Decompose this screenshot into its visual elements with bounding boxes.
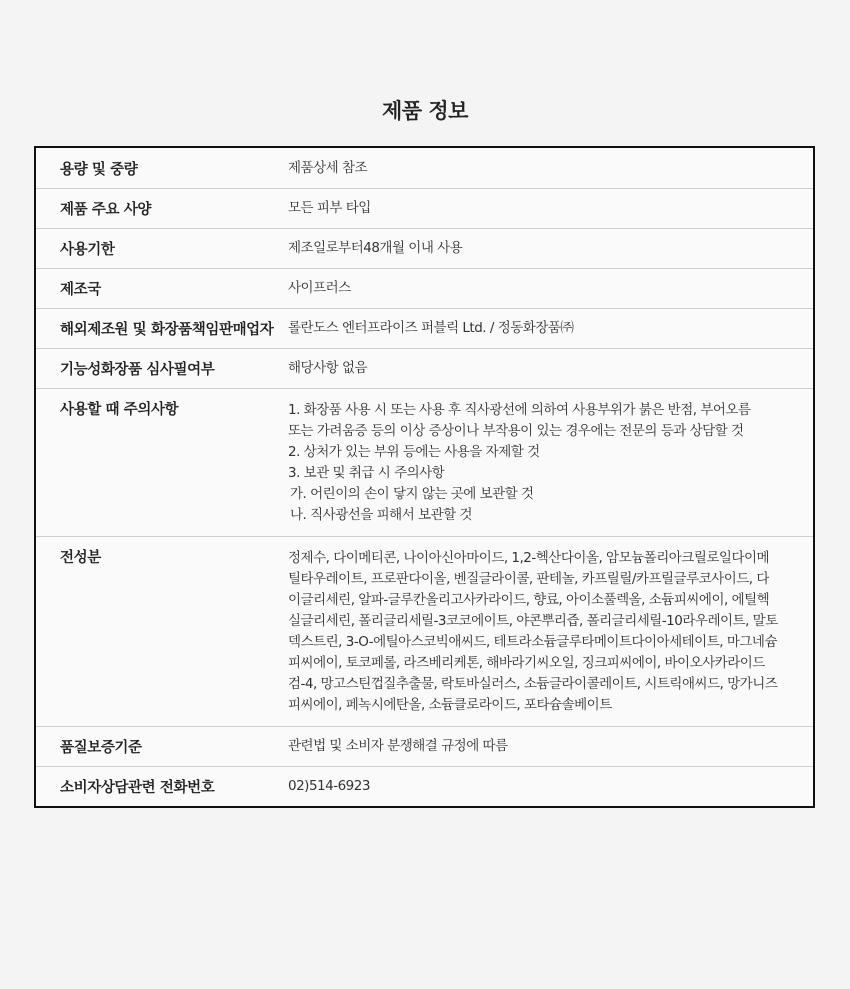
row-label: 사용기한 bbox=[60, 242, 115, 258]
row-value: 관련법 및 소비자 분쟁해결 규정에 따름 bbox=[288, 738, 508, 754]
page-title: 제품 정보 bbox=[382, 99, 468, 123]
caution-line: 2. 상처가 있는 부위 등에는 사용을 자제할 것 bbox=[288, 444, 540, 460]
row-label: 품질보증기준 bbox=[60, 740, 142, 756]
table-row-functional bbox=[36, 348, 813, 388]
caution-text bbox=[288, 389, 813, 536]
row-value: 모든 피부 타입 bbox=[288, 200, 371, 216]
row-label: 전성분 bbox=[60, 550, 101, 566]
row-value: 해당사항 없음 bbox=[288, 360, 368, 376]
table-row-spec bbox=[36, 188, 813, 228]
row-value: 사이프러스 bbox=[288, 280, 351, 296]
row-value: 롤란도스 엔터프라이즈 퍼블릭 Ltd. / 정동화장품㈜ bbox=[288, 320, 574, 336]
row-label: 용량 및 중량 bbox=[60, 161, 138, 178]
row-label: 소비자상담관련 전화번호 bbox=[60, 780, 215, 796]
row-label: 제품 주요 사양 bbox=[60, 202, 151, 218]
caution-line: 1. 화장품 사용 시 또는 사용 후 직사광선에 의하여 사용부위가 붉은 반점, 부어오름 bbox=[288, 402, 751, 418]
table-row-expiry bbox=[36, 228, 813, 268]
row-label: 해외제조원 및 화장품책임판매업자 bbox=[60, 322, 274, 338]
caution-line: 3. 보관 및 취급 시 주의사항 bbox=[288, 465, 445, 481]
table-row-volume bbox=[36, 148, 813, 188]
product-info-table bbox=[34, 146, 815, 808]
table-row-quality bbox=[36, 726, 813, 766]
caution-line: 나. 직사광선을 피해서 보관할 것 bbox=[290, 507, 472, 523]
row-label: 사용할 때 주의사항 bbox=[60, 402, 179, 418]
phone-number: 02)514-6923 bbox=[288, 778, 370, 794]
caution-line: 가. 어린이의 손이 닿지 않는 곳에 보관할 것 bbox=[290, 486, 534, 502]
table-row-caution bbox=[36, 388, 813, 536]
row-value: 제품상세 참조 bbox=[288, 159, 368, 176]
table-row-ingredients bbox=[36, 536, 813, 726]
table-row-phone bbox=[36, 766, 813, 806]
ingredients-text: 정제수, 다이메티콘, 나이아신아마이드, 1,2-헥산다이올, 암모늄폴리아크릴로일다이메틸타우레이트, 프로판다이올, 벤질글라이콜, 판테놀, 카프릴릴/카프릴글루코사이드, 다이글리세린, 알파-글루칸올리고사카라이드, 향료, 아이소풀렉올, 소듐피씨에이, 에틸헥실글리세린, 폴리글리세릴-3코코에이트, 야콘뿌리즙, 폴리글리세릴-10라우레이트, 말토덱스트린, 3-O-에틸아스코빅애씨드, 테트라소듐글루타메이트다이아세테이트, 마그네슘피씨에이, 토코페롤, 라즈베리케톤, 해바라기씨오일, 징크피씨에이, 바이오사카라이드검-4, 망고스틴껍질추출물, 락토바실러스, 소듐글라이콜레이트, 시트릭애씨드, 망가니즈피씨에이, 페녹시에탄올, 소듐클로라이드, 포타슘솔베이트 bbox=[288, 550, 778, 713]
table-row-country bbox=[36, 268, 813, 308]
row-value: 제조일로부터48개월 이내 사용 bbox=[288, 240, 463, 256]
ingredients-cell bbox=[288, 537, 813, 726]
table-row-manufacturer bbox=[36, 308, 813, 348]
caution-line: 또는 가려움증 등의 이상 증상이나 부작용이 있는 경우에는 전문의 등과 상담할 것 bbox=[288, 423, 744, 439]
row-label: 기능성화장품 심사필여부 bbox=[60, 362, 215, 378]
row-label: 제조국 bbox=[60, 282, 101, 298]
